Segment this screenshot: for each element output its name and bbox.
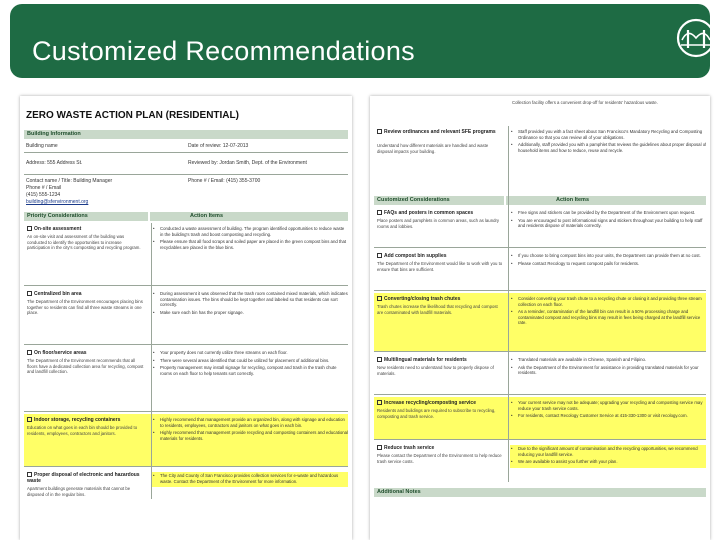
row-description: The Department of the Environment recommends that all floors have a dedicated collection area for recycling, compost and landfill collection. [27, 358, 144, 375]
action-items [152, 291, 348, 317]
action-item: • The City and County of San Francisco provides collection services for e-waste and hazardous waste. Contact the Department of the Environment for more information. [152, 473, 348, 484]
action-item: • As a reminder, contamination of the landfill bin can result in a 50% processing charge and contaminated compost and recycling bins may result in fees being charged at the landfill service rate. [510, 309, 706, 326]
row-label: Multilingual materials for residents [377, 357, 505, 363]
checkbox-icon[interactable] [27, 417, 32, 422]
bridge-seal-icon [676, 18, 716, 58]
row-label: Add compost bin supplies [377, 253, 505, 259]
action-items [510, 296, 706, 328]
divider [374, 290, 706, 291]
checkbox-icon[interactable] [377, 400, 382, 405]
action-item: • Make sure each bin has the proper signage. [152, 310, 348, 316]
field-phone: (415) 555-1234 [26, 192, 61, 198]
top-note: Collection facility offers a convenient drop-off for residents' hazardous waste. [512, 100, 658, 105]
zero-waste-plan-page-right [370, 96, 710, 540]
consideration-row [374, 207, 706, 247]
field-building-name: Building name [26, 143, 58, 149]
action-item: • Translated materials are available in Chinese, Spanish and Filipino. [510, 357, 706, 363]
priority-considerations-header: Priority Considerations [24, 212, 148, 221]
action-item: • Highly recommend that management provide recycling and composting containers and educational materials for residents. [152, 430, 348, 441]
action-item: • Conducted a waste assessment of building. The program identified opportunities to reduce waste in the building's trash and boost composting and recycling. [152, 226, 348, 237]
divider [374, 439, 706, 440]
row-label: FAQs and posters in common spaces [377, 210, 505, 216]
action-items [510, 400, 706, 421]
slide-title: Customized Recommendations [32, 36, 415, 66]
consideration-row-highlighted [374, 397, 706, 439]
action-item: • Highly recommend that management provide an organized bin, along with signage and education to residents, employees, contractors and janitors on what goes in each bin. [152, 417, 348, 428]
row-label: Reduce trash service [377, 445, 505, 451]
field-date-review: Date of review: 12-07-2013 [188, 143, 249, 149]
row-label: Indoor storage, recycling containers [27, 417, 147, 423]
action-item: • You are encouraged to post informational signs and stickers throughout your building to help staff and residents dispose of materials correctly. [510, 218, 706, 229]
checkbox-icon[interactable] [377, 445, 382, 450]
row-label: On floor/service areas [27, 350, 147, 356]
row-description: The Department of the Environment would like to work with you to ensure that bins are sufficient. [377, 261, 503, 272]
zero-waste-plan-page-left [20, 96, 352, 540]
divider [24, 411, 348, 412]
action-item: • Your current service may not be adequate; upgrading your recycling and composting service may reduce your trash service costs. [510, 400, 706, 411]
row-description: Residents and buildings are required to subscribe to recycling, composting and trash service. [377, 408, 496, 419]
checkbox-icon[interactable] [377, 129, 382, 134]
row-description: Trash chutes increase the likelihood that recycling and compost are contaminated with landfill materials. [377, 304, 498, 315]
row-label: Proper disposal of electronic and hazardous waste [27, 472, 140, 485]
action-items [510, 253, 706, 268]
consideration-row [24, 223, 348, 285]
field-email-link[interactable]: building@sfenvironment.org [26, 199, 89, 205]
action-items [152, 472, 348, 487]
action-items-header: Action Items [150, 212, 348, 221]
row-description: Apartment buildings generate materials that cannot be disposed of in the regular bins. [27, 486, 131, 497]
action-items [152, 226, 348, 252]
column-divider [151, 223, 152, 499]
action-item: • For residents, contact Recology Customer Service at 415-330-1300 or visit recology.com. [510, 413, 706, 419]
column-divider [508, 126, 509, 482]
checkbox-icon[interactable] [27, 226, 32, 231]
consideration-row [374, 126, 706, 188]
divider [24, 285, 348, 286]
action-items [510, 210, 706, 231]
consideration-row [374, 442, 706, 482]
action-item: • During assessment it was observed that the trash room contained mixed materials, which indicates contamination issues. The bins should be kept together and labeled so that residents can sort correctly. [152, 291, 348, 308]
action-item: • We are available to assist you further with your plan. [510, 459, 706, 465]
field-contact: Contact name / Title: Building Manager [26, 178, 113, 184]
row-label: Converting/closing trash chutes [377, 296, 505, 302]
action-items-header: Action Items [506, 196, 706, 205]
row-description: New residents need to understand how to properly dispose of materials. [377, 365, 494, 376]
consideration-row-highlighted [24, 414, 348, 466]
action-item: • Ask the Department of the Environment for assistance in providing translated materials for your residents. [510, 365, 706, 376]
action-item: • Due to the significant amount of contamination and the recycling opportunities, we recommend reducing your landfill service. [510, 446, 706, 457]
checkbox-icon[interactable] [377, 253, 382, 258]
consideration-row [24, 469, 348, 499]
checkbox-icon[interactable] [27, 472, 32, 477]
action-items [510, 445, 706, 468]
checkbox-icon[interactable] [27, 291, 32, 296]
checkbox-icon[interactable] [377, 357, 382, 362]
consideration-row [374, 250, 706, 290]
divider [24, 344, 348, 345]
consideration-row [24, 288, 348, 344]
action-item: • Your property does not currently utilize three streams on each floor. [152, 350, 348, 356]
action-item: • Additionally, staff provided you with a pamphlet that reviews the guidelines about proper disposal of household items and how to reduce, reuse and recycle. [510, 142, 706, 153]
row-description: Place posters and pamphlets in common areas, such as laundry rooms and lobbies. [377, 218, 500, 229]
checkbox-icon[interactable] [377, 210, 382, 215]
action-item: • Free signs and stickers can be provided by the Department of the Environment upon request. [510, 210, 706, 216]
consideration-row [374, 354, 706, 394]
action-item: • There were several areas identified that could be utilized for placement of additional bins. [152, 358, 348, 364]
divider [24, 152, 348, 153]
row-label: On-site assessment [27, 226, 147, 232]
checkbox-icon[interactable] [377, 296, 382, 301]
divider [374, 394, 706, 395]
divider [374, 351, 706, 352]
row-description: The Department of the Environment encourages placing bins together so residents can find all three waste streams in one place. [27, 299, 143, 316]
row-label: Review ordinances and relevant SFE programs [377, 129, 505, 135]
action-items [510, 357, 706, 378]
field-phone-email-b: Phone # / Email [26, 185, 62, 191]
action-item: • If you choose to bring compost bins into your units, the Department can provide them at no cost. [510, 253, 706, 259]
action-item: • Staff provided you with a fact sheet about San Francisco's Mandatory Recycling and Composting Ordinance so that you can review all of your obligations. [510, 129, 706, 140]
divider [24, 466, 348, 467]
action-item: • Property management may install signage for recycling, compost and trash in the trash chute rooms on each floor to help tenants sort correctly. [152, 365, 348, 376]
action-item: • Please ensure that all food scraps and soiled paper are placed in the green compost bins and that recyclables are placed in the blue bins. [152, 239, 348, 250]
row-description: Understand how different materials are handled and waste disposal impacts your building. [377, 143, 489, 154]
consideration-row [24, 347, 348, 411]
action-items [152, 417, 348, 443]
field-phone-email-a: Phone # / Email: (415) 355-3700 [188, 178, 261, 184]
plan-title: ZERO WASTE ACTION PLAN (RESIDENTIAL) [26, 110, 239, 121]
field-address: Address: 555 Address St. [26, 160, 83, 166]
action-item: • Please contact Recology to request compost pails for residents. [510, 261, 706, 267]
row-description: Education on what goes in each bin should be provided to residents, employees, contractors and janitors. [27, 425, 138, 436]
consideration-row-highlighted [374, 293, 706, 351]
action-items [510, 129, 706, 155]
action-item: • Consider converting your trash chute to a recycling chute or closing it and providing three stream collection on each floor. [510, 296, 706, 307]
divider [24, 174, 348, 175]
row-label: Centralized bin area [27, 291, 147, 297]
slide-header [10, 4, 710, 78]
action-items [152, 350, 348, 378]
customized-considerations-header: Customized Considerations [374, 196, 504, 205]
row-description: Please contact the Department of the Environment to help reduce trash service costs. [377, 453, 502, 464]
divider [374, 247, 706, 248]
additional-notes-header: Additional Notes [374, 488, 706, 497]
field-reviewed-by: Reviewed by: Jordan Smith, Dept. of the Environment [188, 160, 307, 166]
row-label: Increase recycling/composting service [377, 400, 505, 406]
row-description: An on-site visit and assessment of the building was conducted to identify the opportunities to increase participation in the city's composting and recycling program. [27, 234, 141, 251]
checkbox-icon[interactable] [27, 350, 32, 355]
building-info-header: Building Information [24, 130, 348, 139]
